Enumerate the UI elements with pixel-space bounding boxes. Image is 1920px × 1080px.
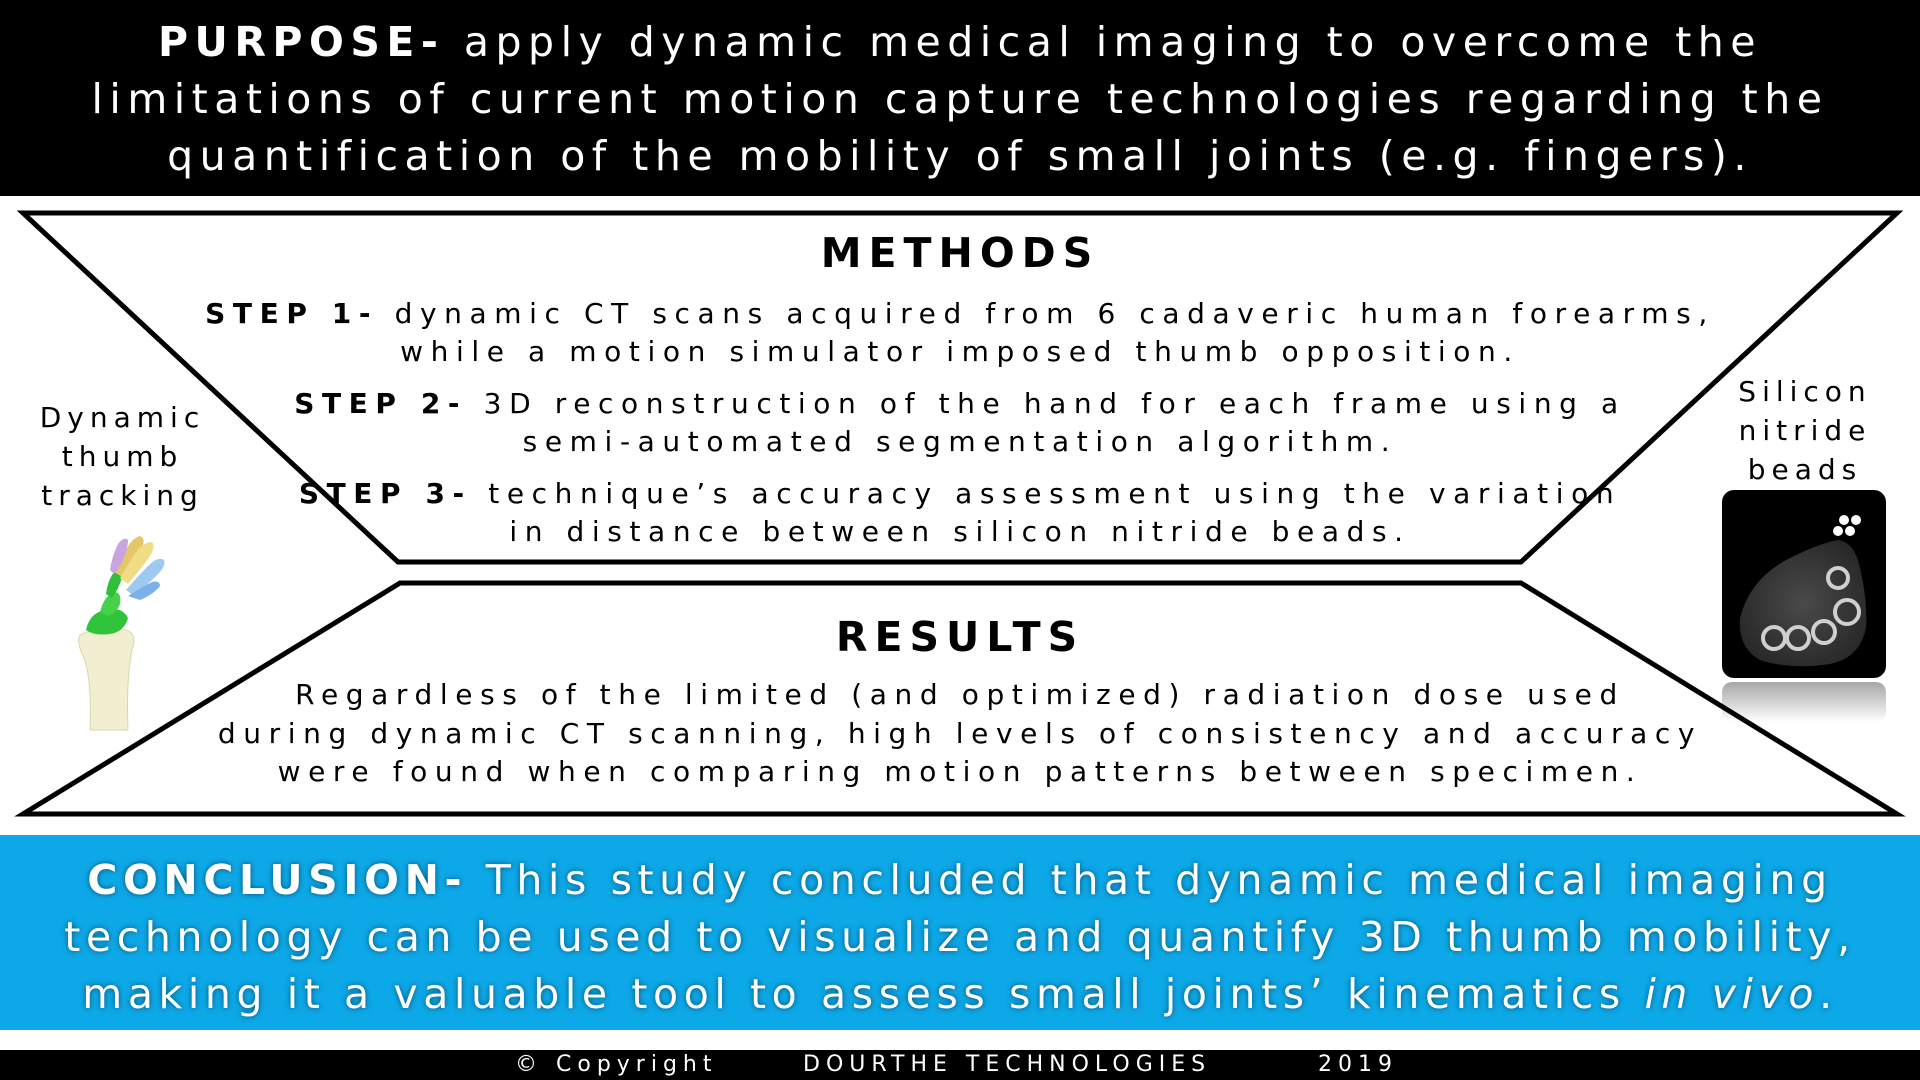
step-2-label: STEP 2-	[294, 387, 468, 420]
method-step-3: STEP 3- technique’s accuracy assessment using the variation in distance between silicon nitride beads.	[298, 477, 1622, 548]
conclusion-line-1: CONCLUSION- This study concluded that dynamic medical imaging	[87, 856, 1833, 904]
purpose-label: PURPOSE-	[158, 18, 445, 66]
dynamic-thumb-tracking-caption: Dynamic thumb tracking	[39, 401, 206, 512]
conclusion-banner	[0, 835, 1920, 1030]
purpose-line-3: quantification of the mobility of small joints (e.g. fingers).	[167, 132, 1753, 180]
purpose-line-1: PURPOSE- apply dynamic medical imaging to overcome the	[158, 18, 1762, 66]
methods-heading: METHODS	[820, 229, 1100, 277]
results-text: Regardless of the limited (and optimized) radiation dose used during dynamic CT scanning, high levels of consistency and accuracy were found when comparing motion patterns between specimen.	[217, 678, 1703, 788]
copyright-year: 2019	[1318, 1052, 1398, 1077]
copyright-text: © Copyright	[515, 1052, 718, 1077]
copyright-footer	[0, 1050, 1920, 1080]
conclusion-label: CONCLUSION-	[87, 856, 468, 904]
method-step-2: STEP 2- 3D reconstruction of the hand for each frame using a semi-automated segmentation algorithm.	[294, 387, 1626, 458]
purpose-line-2: limitations of current motion capture technologies regarding the	[91, 75, 1829, 123]
method-step-1: STEP 1- dynamic CT scans acquired from 6 cadaveric human forearms, while a motion simulator imposed thumb opposition.	[205, 297, 1715, 368]
step-1-label: STEP 1-	[205, 297, 379, 330]
thumb-bones-icon	[70, 530, 190, 735]
purpose-banner	[0, 0, 1920, 196]
results-heading: RESULTS	[835, 613, 1085, 661]
step-3-label: STEP 3-	[298, 477, 472, 510]
company-name: DOURTHE TECHNOLOGIES	[803, 1052, 1212, 1077]
conclusion-line-2: technology can be used to visualize and quantify 3D thumb mobility,	[64, 913, 1856, 961]
conclusion-line-3: making it a valuable tool to assess small joints’ kinematics in vivo.	[82, 970, 1838, 1018]
ct-scan-beads-icon	[1720, 488, 1892, 723]
silicon-nitride-beads-caption: Silicon nitride beads	[1738, 375, 1872, 486]
